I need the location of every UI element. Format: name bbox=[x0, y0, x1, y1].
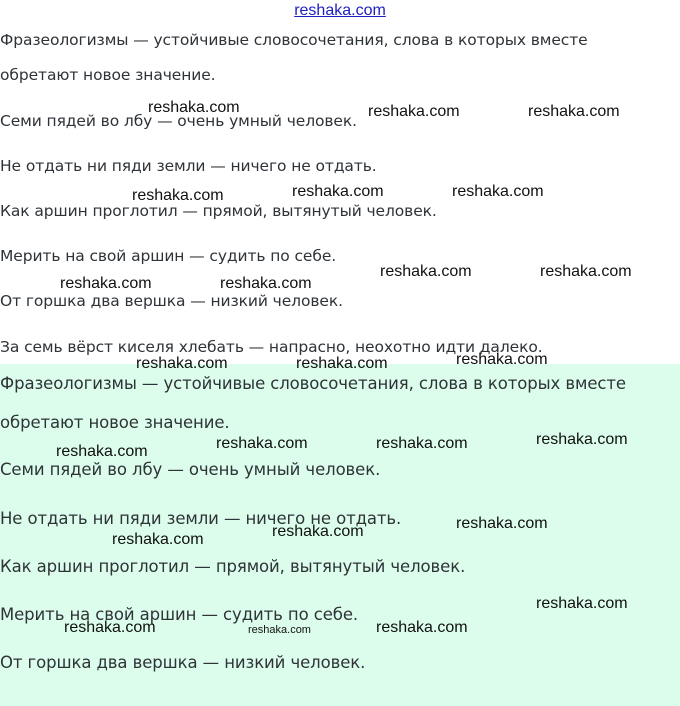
watermark-text: reshaka.com bbox=[536, 595, 628, 612]
text-line: Фразеологизмы — устойчивые словосочетания, слова в которых вместе bbox=[0, 31, 588, 49]
text-line: Мерить на свой аршин — судить по себе. bbox=[0, 247, 337, 265]
watermark-text: reshaka.com bbox=[376, 435, 468, 452]
watermark-text: reshaka.com bbox=[56, 443, 148, 460]
watermark-text: reshaka.com bbox=[248, 624, 311, 636]
watermark-text: reshaka.com bbox=[536, 431, 628, 448]
header-site-link[interactable]: reshaka.com bbox=[294, 2, 386, 19]
text-line: Не отдать ни пяди земли — ничего не отдать. bbox=[0, 509, 402, 528]
watermark-text: reshaka.com bbox=[136, 355, 228, 372]
watermark-text: reshaka.com bbox=[376, 619, 468, 636]
watermark-text: reshaka.com bbox=[216, 435, 308, 452]
text-line: Мерить на свой аршин — судить по себе. bbox=[0, 605, 359, 624]
watermark-text: reshaka.com bbox=[456, 515, 548, 532]
watermark-text: reshaka.com bbox=[528, 103, 620, 120]
text-line: обретают новое значение. bbox=[0, 413, 230, 432]
text-line: От горшка два вершка — низкий человек. bbox=[0, 653, 366, 672]
watermark-text: reshaka.com bbox=[112, 531, 204, 548]
watermark-text: reshaka.com bbox=[148, 99, 240, 116]
watermark-text: reshaka.com bbox=[296, 355, 388, 372]
text-line: От горшка два вершка — низкий человек. bbox=[0, 292, 343, 310]
text-line: Как аршин проглотил — прямой, вытянутый человек. bbox=[0, 202, 437, 220]
watermark-text: reshaka.com bbox=[132, 187, 224, 204]
watermark-text: reshaka.com bbox=[272, 523, 364, 540]
text-line: Как аршин проглотил — прямой, вытянутый человек. bbox=[0, 557, 466, 576]
text-line: За семь вёрст киселя хлебать — напрасно, неохотно идти далеко. bbox=[0, 338, 543, 356]
watermark-text: reshaka.com bbox=[380, 263, 472, 280]
text-line: Фразеологизмы — устойчивые словосочетания, слова в которых вместе bbox=[0, 374, 626, 393]
text-line: Семи пядей во лбу — очень умный человек. bbox=[0, 112, 357, 130]
watermark-text: reshaka.com bbox=[456, 351, 548, 368]
watermark-text: reshaka.com bbox=[368, 103, 460, 120]
watermark-text: reshaka.com bbox=[452, 183, 544, 200]
watermark-text: reshaka.com bbox=[220, 275, 312, 292]
watermark-text: reshaka.com bbox=[64, 619, 156, 636]
watermark-text: reshaka.com bbox=[540, 263, 632, 280]
text-line: обретают новое значение. bbox=[0, 66, 216, 84]
watermark-text: reshaka.com bbox=[292, 183, 384, 200]
watermark-text: reshaka.com bbox=[60, 275, 152, 292]
text-line: Не отдать ни пяди земли — ничего не отдать. bbox=[0, 157, 377, 175]
text-line: Семи пядей во лбу — очень умный человек. bbox=[0, 460, 381, 479]
